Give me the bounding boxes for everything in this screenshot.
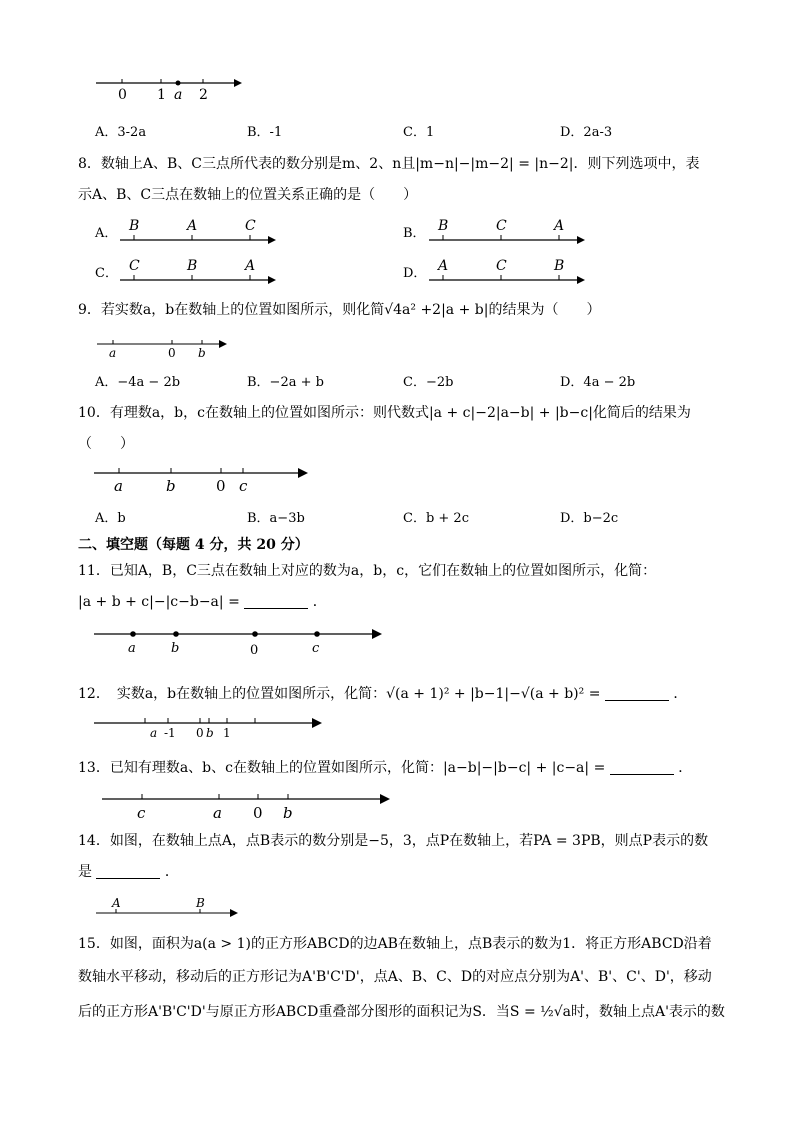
q12-label-0: 0: [196, 726, 204, 740]
q11-answer-blank[interactable]: [244, 594, 308, 609]
q7-label-1: 1: [157, 87, 166, 103]
q14-question-line1: 14．如图，在数轴上点A，点B表示的数分别是−5，3，点P在数轴上，若PA = 3PB，则点P表示的数: [78, 833, 709, 849]
q7-option-c[interactable]: C．1: [403, 125, 435, 140]
q8-option-b-letter[interactable]: B．: [403, 226, 426, 241]
q11-number-line: [90, 624, 390, 660]
q8-option-d-letter[interactable]: D．: [403, 266, 427, 281]
q9-option-b[interactable]: B．−2a + b: [247, 375, 324, 390]
q7-option-d[interactable]: D．2a-3: [560, 125, 613, 140]
q10-number-line: [90, 460, 315, 496]
q8a-label-3: C: [245, 218, 256, 234]
q8a-label-2: A: [187, 218, 198, 234]
q7-label-0: 0: [118, 87, 127, 103]
q10-option-b[interactable]: B．a−3b: [247, 511, 305, 526]
q12-period: ．: [673, 686, 688, 702]
q13-answer-blank[interactable]: [610, 760, 674, 775]
q9-number-line: [95, 334, 235, 362]
q10-option-a[interactable]: A．b: [95, 511, 126, 526]
q13-label-0: 0: [253, 804, 263, 822]
q10-question-line1: 10．有理数a，b，c在数轴上的位置如图所示：则代数式|a + c|−2|a−b| + |b−c|化简后的结果为: [78, 405, 691, 421]
q10-question-line2: （ ）: [78, 436, 134, 452]
q10-label-a: a: [114, 477, 123, 495]
q14-label-A: A: [112, 896, 121, 910]
q7-label-a: a: [174, 87, 183, 103]
q10-option-c[interactable]: C．b + 2c: [403, 511, 469, 526]
q8b-label-2: C: [496, 218, 507, 234]
q9-label-b: b: [198, 346, 206, 360]
q12-number-line: [90, 714, 330, 742]
q10-label-0: 0: [216, 477, 226, 495]
q8c-label-2: B: [187, 258, 198, 274]
q8-option-c-line: [118, 256, 283, 286]
q13-question-line1: [78, 758, 692, 778]
q7-number-line: [90, 70, 250, 102]
q12-expression: 12． 实数a，b在数轴上的位置如图所示，化简：√(a + 1)² + |b−1|−√(a + b)² =: [78, 686, 601, 702]
q10-option-d[interactable]: D．b−2c: [560, 511, 619, 526]
q8a-label-1: B: [129, 218, 140, 234]
q12-label-b: b: [206, 726, 214, 740]
section-2-title: 二、填空题（每题 4 分，共 20 分）: [78, 537, 309, 553]
q9-label-a: a: [109, 346, 117, 360]
q12-question-line1: [78, 684, 687, 704]
q11-label-b: b: [171, 641, 180, 656]
q13-label-a: a: [213, 804, 222, 822]
q13-number-line: [98, 790, 398, 824]
q12-answer-blank[interactable]: [605, 686, 669, 701]
q12-label-a: a: [150, 726, 158, 740]
q12-label-1: 1: [223, 726, 231, 740]
q11-label-c: c: [312, 641, 320, 656]
q8b-label-1: B: [438, 218, 449, 234]
q13-label-c: c: [137, 804, 146, 822]
q8-option-c-letter[interactable]: C．: [95, 266, 118, 281]
q8b-label-3: A: [554, 218, 565, 234]
q9-question-line1: 9．若实数a，b在数轴上的位置如图所示，则化简√4a² +2|a + b|的结果为（ ）: [78, 302, 601, 318]
q11-question-line2: [78, 592, 327, 612]
q13-expression: 13．已知有理数a、b、c在数轴上的位置如图所示，化简：|a−b|−|b−c| + |c−a| =: [78, 760, 606, 776]
q7-option-a[interactable]: A．3-2a: [95, 125, 147, 140]
q14-answer-blank[interactable]: [96, 864, 160, 879]
q10-label-b: b: [166, 477, 176, 495]
q8d-label-2: C: [496, 258, 507, 274]
q8d-label-3: B: [554, 258, 565, 274]
q11-expression: |a + b + c|−|c−b−a| =: [78, 594, 240, 610]
q15-question-line3: 后的正方形A'B'C'D'与原正方形ABCD重叠部分图形的面积记为S．当S = ½√a时，数轴上点A'表示的数: [78, 1004, 725, 1020]
q8-option-a-letter[interactable]: A．: [95, 226, 118, 241]
q9-label-0: 0: [168, 346, 176, 360]
q8-option-a-line: [118, 216, 283, 246]
q13-label-b: b: [283, 804, 293, 822]
q11-label-0: 0: [250, 643, 259, 658]
q8d-label-1: A: [438, 258, 449, 274]
q10-label-c: c: [239, 477, 248, 495]
q9-option-c[interactable]: C．−2b: [403, 375, 454, 390]
q15-question-line1: 15．如图，面积为a(a > 1)的正方形ABCD的边AB在数轴上，点B表示的数为1．将正方形ABCD沿着: [78, 936, 712, 952]
q11-period: ．: [312, 594, 327, 610]
q14-label-B: B: [196, 896, 205, 910]
q9-option-d[interactable]: D．4a − 2b: [560, 375, 636, 390]
q14-prefix: 是: [78, 864, 92, 880]
q11-label-a: a: [128, 641, 136, 656]
q8-question-line2: 示A、B、C三点在数轴上的位置关系正确的是（ ）: [78, 187, 418, 203]
q13-period: ．: [678, 760, 693, 776]
q14-number-line: [92, 896, 247, 920]
q9-option-a[interactable]: A．−4a − 2b: [95, 375, 181, 390]
q7-label-2: 2: [199, 87, 208, 103]
q7-option-b[interactable]: B．-1: [247, 125, 283, 140]
q12-label-neg1: -1: [164, 726, 176, 740]
q8c-label-1: C: [129, 258, 140, 274]
q8-question-line1: 8．数轴上A、B、C三点所代表的数分别是m、2、n且|m−n|−|m−2| = |n−2|．则下列选项中，表: [78, 156, 700, 172]
q11-question-line1: 11．已知A，B，C三点在数轴上对应的数为a，b，c，它们在数轴上的位置如图所示，化简：: [78, 563, 657, 579]
q14-period: ．: [164, 864, 179, 880]
q8-option-d-line: [427, 256, 592, 286]
q15-question-line2: 数轴水平移动，移动后的正方形记为A'B'C'D'，点A、B、C、D的对应点分别为A'、B'、C'、D'，移动: [78, 969, 712, 985]
q8c-label-3: A: [245, 258, 256, 274]
q8-option-b-line: [427, 216, 592, 246]
q14-question-line2: [78, 862, 179, 882]
